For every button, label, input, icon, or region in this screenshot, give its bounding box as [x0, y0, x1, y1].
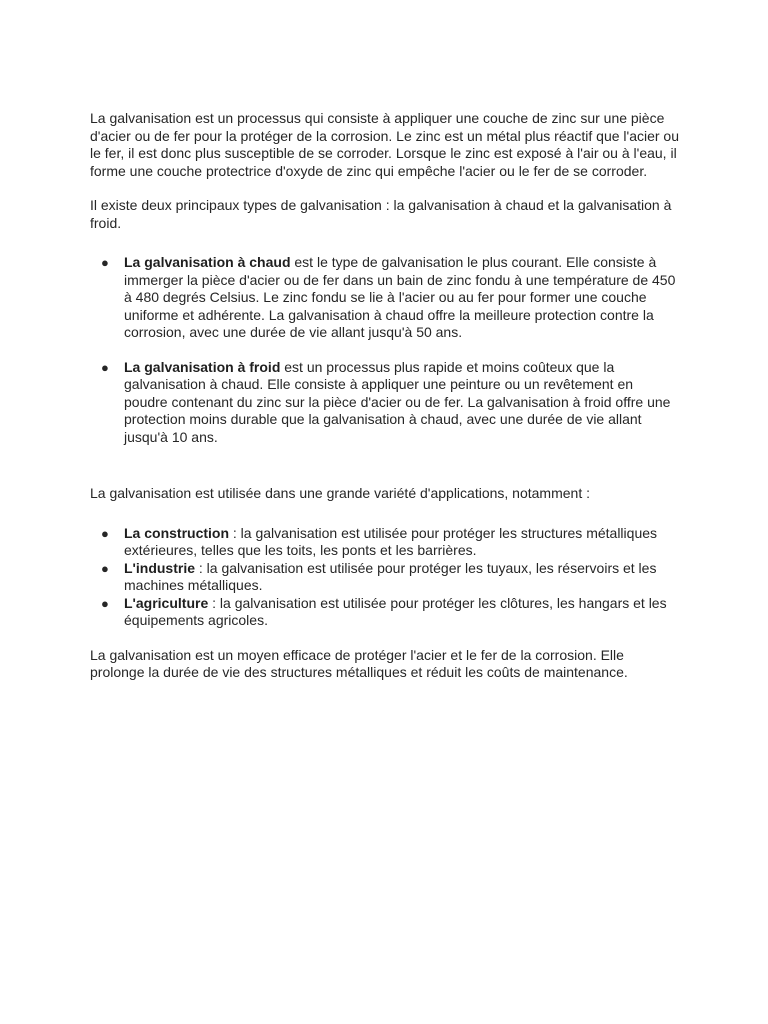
- list-item-industrie: [90, 560, 680, 595]
- description-cold-galvanisation: est un processus plus rapide et moins coûteux que la galvanisation à chaud. Elle consiste à appliquer une peinture ou un revêtement en poudre contenant du zinc sur la pièce d'acier ou de fer. La galvanisation à froid offre une protection moins durable que la galvanisation à chaud, avec une durée de vie allant jusqu'à 10 ans.: [124, 358, 671, 445]
- document-page: [90, 110, 680, 682]
- list-item-agriculture: [90, 595, 680, 630]
- applications-list: [90, 525, 680, 630]
- term-industrie: L'industrie: [124, 559, 195, 576]
- list-item-hot-galvanisation: [90, 254, 680, 342]
- term-construction: La construction: [124, 524, 230, 541]
- conclusion-paragraph: La galvanisation est un moyen efficace de protéger l'acier et le fer de la corrosion. Elle prolonge la durée de vie des structures métalliques et réduit les coûts de maintenance.: [90, 646, 628, 680]
- intro-paragraph: La galvanisation est un processus qui consiste à appliquer une couche de zinc sur une pièce d'acier ou de fer pour la protéger de la corrosion. Le zinc est un métal plus réactif que l'acier ou le fer, il est donc plus susceptible de se corroder. Lorsque le zinc est exposé à l'air ou à l'eau, il forme une couche protectrice d'oxyde de zinc qui empêche l'acier ou le fer de se corroder.: [90, 110, 680, 179]
- bullet-icon: ●: [101, 595, 109, 611]
- bullet-icon: ●: [101, 560, 109, 576]
- term-hot-galvanisation: La galvanisation à chaud: [124, 254, 291, 270]
- list-item-construction: [90, 525, 680, 560]
- list-item-cold-galvanisation: [90, 359, 680, 447]
- term-agriculture: L'agriculture: [124, 594, 209, 611]
- galvanisation-types-list: [90, 254, 680, 446]
- description-construction: : la galvanisation est utilisée pour protéger les structures métalliques extérieures, telles que les toits, les ponts et les barrières.: [124, 524, 658, 558]
- description-agriculture: : la galvanisation est utilisée pour protéger les clôtures, les hangars et les équipements agricoles.: [124, 594, 667, 628]
- description-industrie: : la galvanisation est utilisée pour protéger les tuyaux, les réservoirs et les machines métalliques.: [124, 559, 657, 593]
- bullet-icon: ●: [101, 255, 109, 270]
- bullet-icon: ●: [101, 525, 109, 541]
- applications-intro-paragraph: La galvanisation est utilisée dans une grande variété d'applications, notamment :: [90, 485, 590, 501]
- types-intro-paragraph: Il existe deux principaux types de galvanisation : la galvanisation à chaud et la galvanisation à froid.: [90, 197, 672, 231]
- term-cold-galvanisation: La galvanisation à froid: [124, 358, 281, 375]
- bullet-icon: ●: [101, 359, 109, 375]
- description-hot-galvanisation: est le type de galvanisation le plus courant. Elle consiste à immerger la pièce d'acier ou de fer dans un bain de zinc fondu à une température de 450 à 480 degrés Celsius. Le zinc fondu se lie à l'acier ou au fer pour former une couche uniforme et adhérente. La galvanisation à chaud offre la meilleure protection contre la corrosion, avec une durée de vie allant jusqu'à 50 ans.: [124, 254, 676, 340]
